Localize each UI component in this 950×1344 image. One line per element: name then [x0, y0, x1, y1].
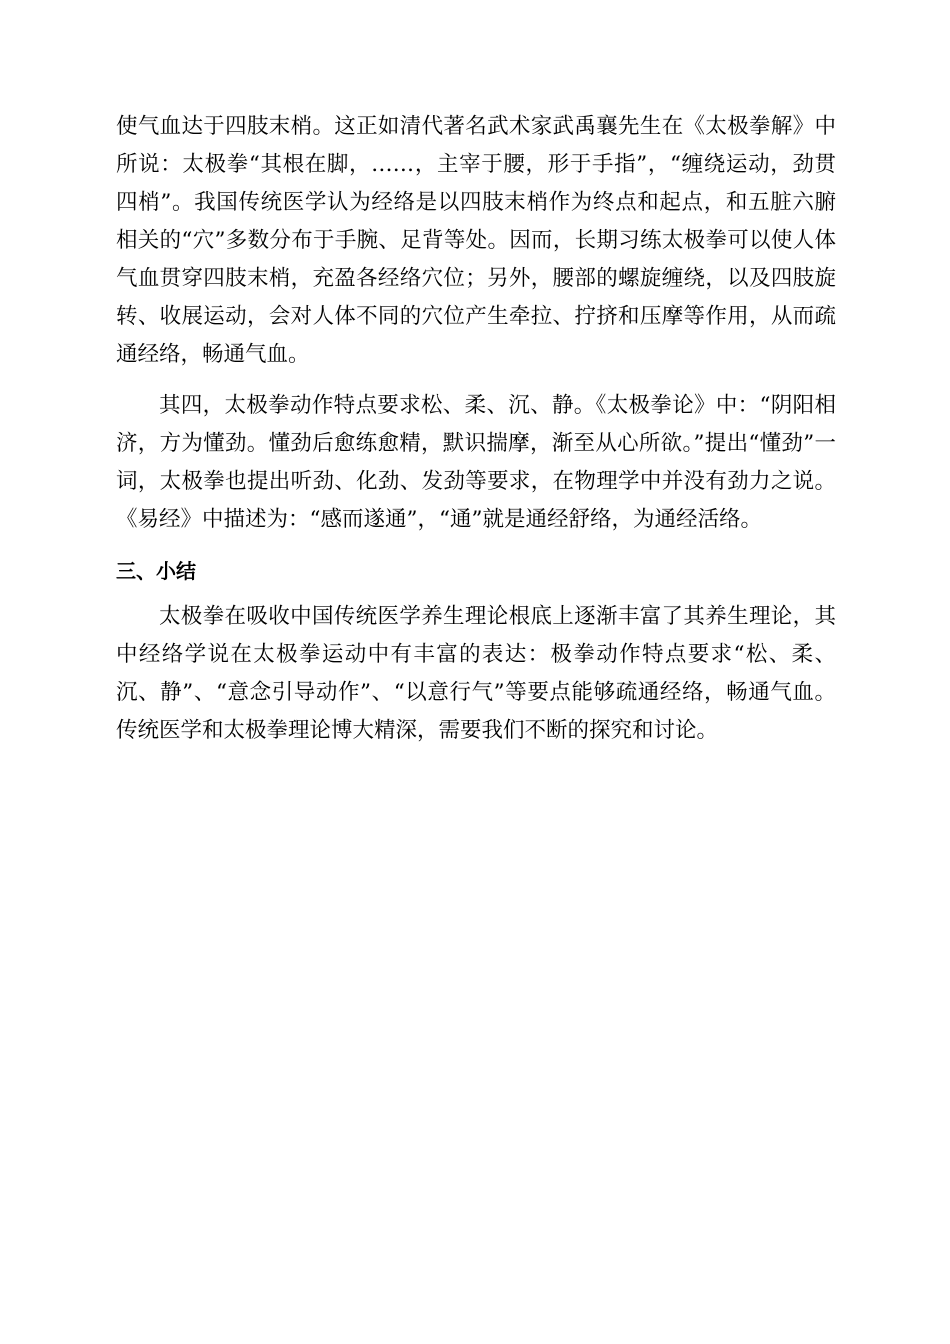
body-paragraph-summary: 太极拳在吸收中国传统医学养生理论根底上逐渐丰富了其养生理论，其中经络学说在太极拳运动中有丰富的表达：极拳动作特点要求“松、柔、沉、静”、“意念引导动作”、“以意行气”等要点能够疏通经络，畅通气血。传统医学和太极拳理论博大精深，需要我们不断的探究和讨论。 — [116, 604, 836, 743]
document-body — [116, 108, 836, 750]
section-heading-summary: 三、小结 — [116, 559, 196, 583]
heading-spacer — [116, 590, 836, 598]
paragraph-spacer — [116, 374, 836, 387]
body-paragraph-fourth-point: 其四，太极拳动作特点要求松、柔、沉、静。《太极拳论》中：“阴阳相济，方为懂劲。懂劲后愈练愈精，默识揣摩，渐至从心所欲。”提出“懂劲”一词，太极拳也提出听劲、化劲、发劲等要求，在物理学中并没有劲力之说。《易经》中描述为：“感而遂通”，“通”就是通经舒络，为通经活络。 — [116, 393, 836, 532]
body-paragraph-continuation: 使气血达于四肢末梢。这正如清代著名武术家武禹襄先生在《太极拳解》中所说：太极拳“其根在脚，……，主宰于腰，形于手指”，“缠绕运动，劲贯四梢”。我国传统医学认为经络是以四肢末梢作为终点和起点，和五脏六腑相关的“穴”多数分布于手腕、足背等处。因而，长期习练太极拳可以使人体气血贯穿四肢末梢，充盈各经络穴位；另外，腰部的螺旋缠绕，以及四肢旋转、收展运动，会对人体不同的穴位产生牵拉、拧挤和压摩等作用，从而疏通经络，畅通气血。 — [116, 114, 836, 367]
paragraph-spacer — [116, 539, 836, 552]
